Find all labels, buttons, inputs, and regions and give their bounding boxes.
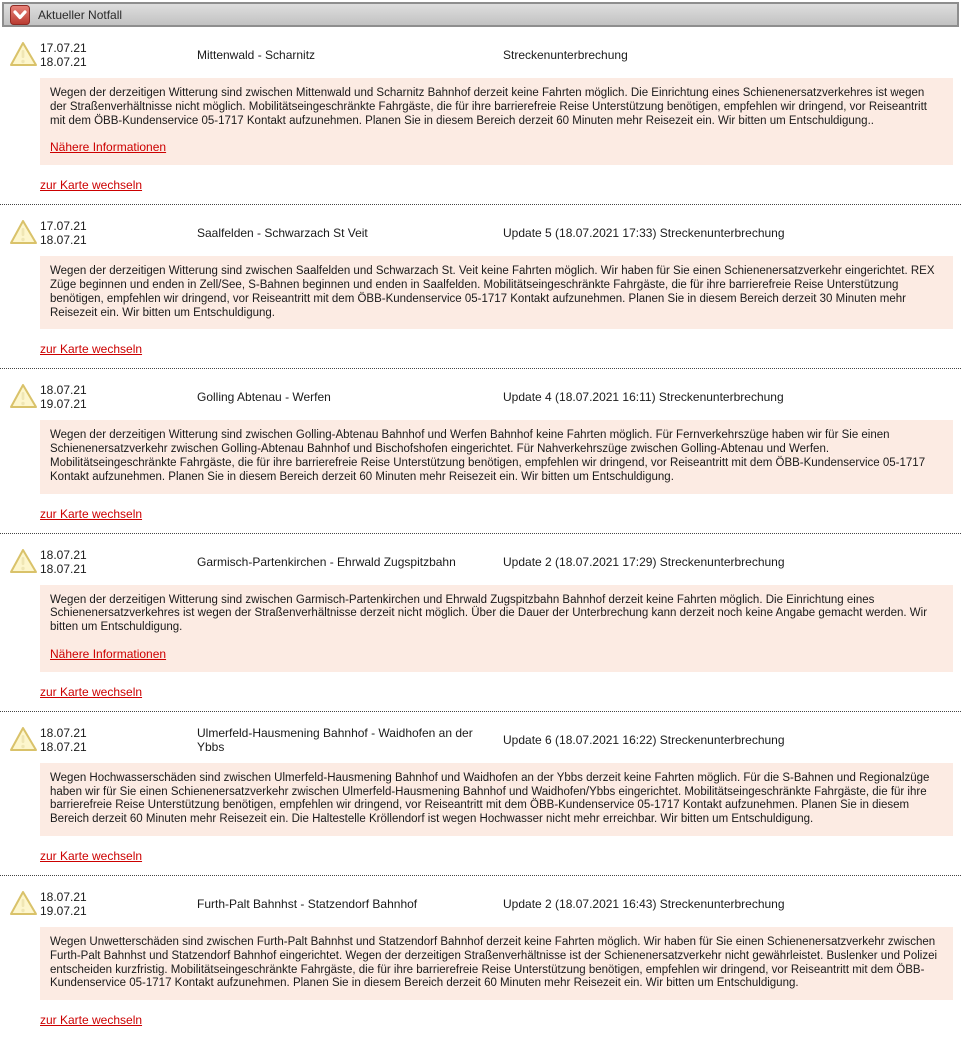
map-link[interactable]: zur Karte wechseln	[40, 848, 143, 863]
separator	[0, 875, 961, 876]
separator	[0, 368, 961, 369]
incident-item	[0, 40, 961, 205]
incident-message: Wegen Hochwasserschäden sind zwischen Ulmerfeld-Hausmening Bahnhof und Waidhofen an der Ybbs derzeit keine Fahrten möglich. Für die S-Bahnen und Regionalzüge haben wir für Sie einen Schienenersatzverkehr zwischen Ulmerfeld-Hausmening Bahnhof und Waidhofen/Ybbs eingerichtet. Mobilitätseingeschränkte Fahrgäste, die für ihre barrierefreie Reise Unterstützung benötigen, empfehlen wir dringend, vor Reiseantritt mit dem ÖBB-Kundenservice 05-1717 Kontakt aufzunehmen. Planen Sie in diesem Bereich derzeit 60 Minuten mehr Reisezeit ein. Die Haltestelle Kröllendorf ist wegen Hochwasser nicht mehr erreichbar. Wir bitten um Entschuldigung.	[50, 771, 930, 826]
incident-dates	[40, 548, 197, 576]
date-from: 18.07.21	[40, 547, 87, 562]
map-link[interactable]: zur Karte wechseln	[40, 342, 143, 357]
incident-message: Wegen der derzeitigen Witterung sind zwischen Mittenwald und Scharnitz Bahnhof derzeit keine Fahrten möglich. Die Einrichtung eines Schienenersatzverkehres ist wegen der Straßenverhältnisse nicht möglich. Mobilitätseingeschränkte Fahrgäste, die für ihre barrierefreie Reise Unterstützung benötigen, empfehlen wir dringend, vor Reiseantritt mit dem ÖBB-Kundenservice 05-1717 Kontakt aufzunehmen. Planen Sie in diesem Bereich derzeit 60 Minuten mehr Reisezeit ein. Wir bitten um Entschuldigung..	[50, 87, 927, 127]
separator	[0, 533, 961, 534]
incident-message-box	[40, 420, 953, 493]
date-from: 18.07.21	[40, 889, 87, 904]
incident-item	[0, 889, 961, 1037]
incident-message-box	[40, 585, 953, 672]
section-header	[2, 2, 959, 27]
incident-message-box	[40, 78, 953, 165]
date-from: 18.07.21	[40, 383, 87, 398]
collapse-envelope-icon[interactable]	[10, 5, 30, 25]
incident-header	[0, 382, 961, 412]
warning-icon	[8, 382, 40, 410]
warning-icon	[8, 218, 40, 246]
incident-item	[0, 725, 961, 876]
date-to: 19.07.21	[40, 903, 87, 918]
incident-message: Wegen der derzeitigen Witterung sind zwischen Golling-Abtenau Bahnhof und Werfen Bahnhof keine Fahrten möglich. Für Fernverkehrszüge haben wir für Sie einen Schienenersatzverkehr zwischen Golling-Abtenau Bahnhof und Bischofshofen eingerichtet. Für Nahverkehrszüge zwischen Golling-Abtenau und Werfen. Mobilitätseingeschränkte Fahrgäste, die für ihre barrierefreie Reise Unterstützung benötigen, empfehlen wir dringend, vor Reiseantritt mit dem ÖBB-Kundenservice 05-1717 Kontakt aufzunehmen. Planen Sie in diesem Bereich derzeit 60 Minuten mehr Reisezeit ein. Wir bitten um Entschuldigung.	[50, 429, 926, 483]
date-to: 18.07.21	[40, 739, 87, 754]
warning-icon	[8, 725, 40, 753]
incident-status: Update 5 (18.07.2021 17:33) Streckenunterbrechung	[503, 226, 785, 241]
incident-item	[0, 218, 961, 369]
section-title: Aktueller Notfall	[38, 7, 123, 22]
map-link[interactable]: zur Karte wechseln	[40, 506, 143, 521]
incident-message-box	[40, 927, 953, 1000]
incident-dates	[40, 383, 197, 411]
incident-route: Saalfelden - Schwarzach St Veit	[197, 226, 368, 241]
incident-message-box	[40, 763, 953, 836]
incident-item	[0, 382, 961, 533]
incident-dates	[40, 726, 197, 754]
incident-dates	[40, 41, 197, 69]
warning-icon	[8, 547, 40, 575]
more-info-link[interactable]: Nähere Informationen	[50, 646, 167, 661]
incident-route: Furth-Palt Bahnhst - Statzendorf Bahnhof	[197, 896, 418, 911]
incident-header	[0, 40, 961, 70]
incident-header	[0, 547, 961, 577]
incident-dates	[40, 890, 197, 918]
incident-list	[0, 40, 961, 1037]
more-info-link[interactable]: Nähere Informationen	[50, 140, 167, 155]
incident-message: Wegen der derzeitigen Witterung sind zwischen Garmisch-Partenkirchen und Ehrwald Zugspitzbahn Bahnhof derzeit keine Fahrten möglich. Die Einrichtung eines Schienenersatzverkehres ist wegen der Straßenverhältnisse derzeit nicht möglich. Über die Dauer der Unterbrechung kann derzeit noch keine Angabe gemacht werden. Wir bitten um Entschuldigung.	[50, 593, 928, 634]
incident-message: Wegen Unwetterschäden sind zwischen Furth-Palt Bahnhst und Statzendorf Bahnhof derzeit keine Fahrten möglich. Wir haben für Sie einen Schienenersatzverkehr zwischen Furth-Palt Bahnhst und Statzendorf Bahnhof eingerichtet. Wegen der derzeitigen Straßenverhältnisse ist der Schienenersatzverkehr nicht gewährleistet. Buslenker und Polizei entscheiden kurzfristig. Mobilitätseingeschränkte Fahrgäste, die für ihre barrierefreie Reise Unterstützung benötigen, empfehlen wir dringend, vor Reiseantritt mit dem ÖBB-Kundenservice 05-1717 Kontakt aufzunehmen. Planen Sie in diesem Bereich derzeit 60 Minuten mehr Reisezeit ein. Wir bitten um Entschuldigung.	[50, 935, 938, 990]
map-link[interactable]: zur Karte wechseln	[40, 1013, 143, 1028]
date-to: 18.07.21	[40, 233, 87, 248]
warning-icon	[8, 889, 40, 917]
incident-status: Update 6 (18.07.2021 16:22) Streckenunterbrechung	[503, 732, 785, 747]
incident-header	[0, 725, 961, 755]
incident-status: Streckenunterbrechung	[503, 48, 628, 62]
separator	[0, 204, 961, 205]
incident-item	[0, 547, 961, 712]
incident-route: Golling Abtenau - Werfen	[197, 390, 331, 405]
date-to: 18.07.21	[40, 561, 87, 576]
incident-status: Update 2 (18.07.2021 17:29) Streckenunterbrechung	[503, 554, 785, 569]
warning-icon	[8, 40, 40, 68]
map-link[interactable]: zur Karte wechseln	[40, 178, 143, 193]
date-from: 17.07.21	[40, 219, 87, 234]
incident-header	[0, 889, 961, 919]
incident-route: Ulmerfeld-Hausmening Bahnhof - Waidhofen an der Ybbs	[197, 725, 473, 754]
map-link[interactable]: zur Karte wechseln	[40, 684, 143, 699]
date-to: 18.07.21	[40, 55, 87, 69]
incident-status: Update 2 (18.07.2021 16:43) Streckenunterbrechung	[503, 896, 785, 911]
separator	[0, 711, 961, 712]
incident-route: Mittenwald - Scharnitz	[197, 48, 316, 62]
incident-dates	[40, 219, 197, 247]
incident-message: Wegen der derzeitigen Witterung sind zwischen Saalfelden und Schwarzach St. Veit keine Fahrten möglich. Wir haben für Sie einen Schienenersatzverkehr eingerichtet. REX Züge beginnen und enden in Zell/See, S-Bahnen beginnen und enden in Saalfelden. Mobilitätseingeschränkte Fahrgäste, die für ihre barrierefreie Reise Unterstützung benötigen, empfehlen wir dringend, vor Reiseantritt mit dem ÖBB-Kundenservice 05-1717 Kontakt aufzunehmen. Planen Sie in diesem Bereich derzeit 30 Minuten mehr Reisezeit ein. Wir bitten um Entschuldigung.	[50, 265, 935, 319]
date-from: 17.07.21	[40, 41, 87, 55]
incident-header	[0, 218, 961, 248]
date-from: 18.07.21	[40, 725, 87, 740]
date-to: 19.07.21	[40, 397, 87, 412]
incident-status: Update 4 (18.07.2021 16:11) Streckenunterbrechung	[503, 390, 784, 405]
incident-message-box	[40, 256, 953, 329]
incident-route: Garmisch-Partenkirchen - Ehrwald Zugspitzbahn	[197, 554, 456, 569]
